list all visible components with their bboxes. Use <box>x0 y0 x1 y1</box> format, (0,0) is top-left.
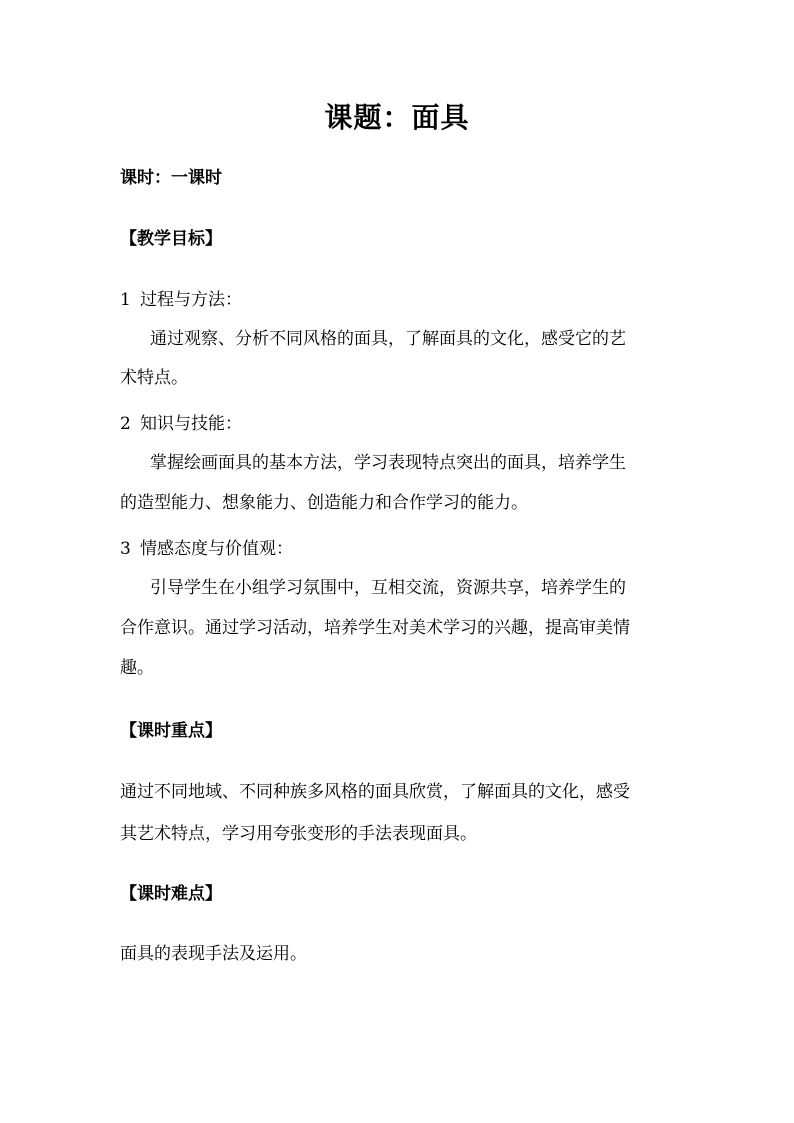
objective-3-label <box>120 537 293 561</box>
objective-3-text-line-1: 引导学生在小组学习氛围中，互相交流，资源共享，培养学生的 <box>150 578 626 598</box>
objective-1-text-line-2: 术特点。 <box>120 368 188 388</box>
key-point-text-line-1: 通过不同地域、不同种族多风格的面具欣赏，了解面具的文化，感受 <box>120 782 630 802</box>
objective-1-title: 过程与方法： <box>140 290 242 310</box>
objectives-heading: 【教学目标】 <box>120 229 222 249</box>
lesson-title: 课题：面具 <box>324 101 470 134</box>
objective-3-title: 情感态度与价值观： <box>140 539 293 559</box>
objective-3-text-line-2: 合作意识。通过学习活动，培养学生对美术学习的兴趣，提高审美情 <box>120 618 630 638</box>
objective-2-number: 2 <box>120 414 131 434</box>
objective-2-text-line-1: 掌握绘画面具的基本方法，学习表现特点突出的面具，培养学生 <box>150 453 626 473</box>
difficulty-heading: 【课时难点】 <box>120 884 222 904</box>
objective-3-text-line-3: 趣。 <box>120 658 154 678</box>
objective-1-number: 1 <box>120 290 131 310</box>
objective-1-text-line-1: 通过观察、分析不同风格的面具，了解面具的文化，感受它的艺 <box>150 329 626 349</box>
objective-2-title: 知识与技能： <box>140 414 242 434</box>
difficulty-text-line-1: 面具的表现手法及运用。 <box>120 944 307 964</box>
objective-2-text-line-2: 的造型能力、想象能力、创造能力和合作学习的能力。 <box>120 493 528 513</box>
key-point-text-line-2: 其艺术特点，学习用夸张变形的手法表现面具。 <box>120 824 477 844</box>
objective-1-label <box>120 288 242 312</box>
key-point-heading: 【课时重点】 <box>120 721 222 741</box>
lesson-duration: 课时：一课时 <box>120 168 222 188</box>
objective-2-label <box>120 412 242 436</box>
objective-3-number: 3 <box>120 539 131 559</box>
